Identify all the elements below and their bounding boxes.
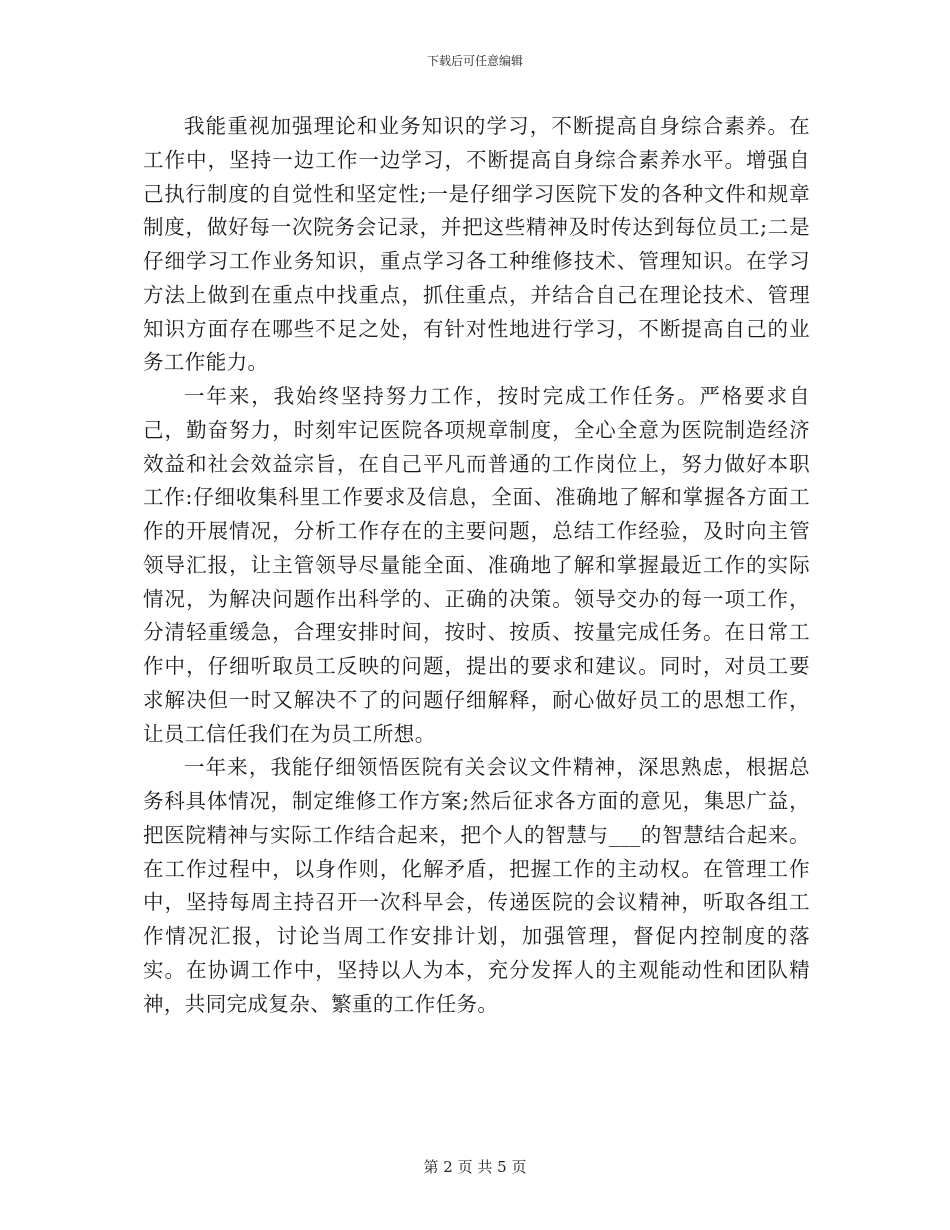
paragraph-2: 一年来，我始终坚持努力工作，按时完成工作任务。严格要求自己，勤奋努力，时刻牢记医院各项规章制度，全心全意为医院制造经济效益和社会效益宗旨，在自己平凡而普通的工作岗位上，努力做好本职工作:仔细收集科里工作要求及信息，全面、准确地了解和掌握各方面工作的开展情况，分析工作存在的主要问题，总结工作经验，及时向主管领导汇报，让主管领导尽量能全面、准确地了解和掌握最近工作的实际情况，为解决问题作出科学的、正确的决策。领导交办的每一项工作，分清轻重缓急，合理安排时间，按时、按质、按量完成任务。在日常工作中，仔细听取员工反映的问题，提出的要求和建议。同时，对员工要求解决但一时又解决不了的问题仔细解释，耐心做好员工的思想工作，让员工信任我们在为员工所想。 — [143, 384, 810, 746]
page-header: 下载后可任意编辑 — [426, 54, 523, 68]
document-body — [143, 110, 810, 1021]
paragraph-3: 一年来，我能仔细领悟医院有关会议文件精神，深思熟虑，根据总务科具体情况，制定维修工作方案;然后征求各方面的意见，集思广益，把医院精神与实际工作结合起来，把个人的智慧与___的智慧结合起来。在工作过程中，以身作则，化解矛盾，把握工作的主动权。在管理工作中，坚持每周主持召开一次科早会，传递医院的会议精神，听取各组工作情况汇报，讨论当周工作安排计划，加强管理，督促内控制度的落实。在协调工作中，坚持以人为本，充分发挥人的主观能动性和团队精神，共同完成复杂、繁重的工作任务。 — [143, 755, 810, 1016]
page-number: 第 2 页 共 5 页 — [423, 1158, 527, 1176]
paragraph-1: 我能重视加强理论和业务知识的学习，不断提高自身综合素养。在工作中，坚持一边工作一边学习，不断提高自身综合素养水平。增强自己执行制度的自觉性和坚定性;一是仔细学习医院下发的各种文件和规章制度，做好每一次院务会记录，并把这些精神及时传达到每位员工;二是仔细学习工作业务知识，重点学习各工种维修技术、管理知识。在学习方法上做到在重点中找重点，抓住重点，并结合自己在理论技术、管理知识方面存在哪些不足之处，有针对性地进行学习，不断提高自己的业务工作能力。 — [143, 114, 810, 375]
